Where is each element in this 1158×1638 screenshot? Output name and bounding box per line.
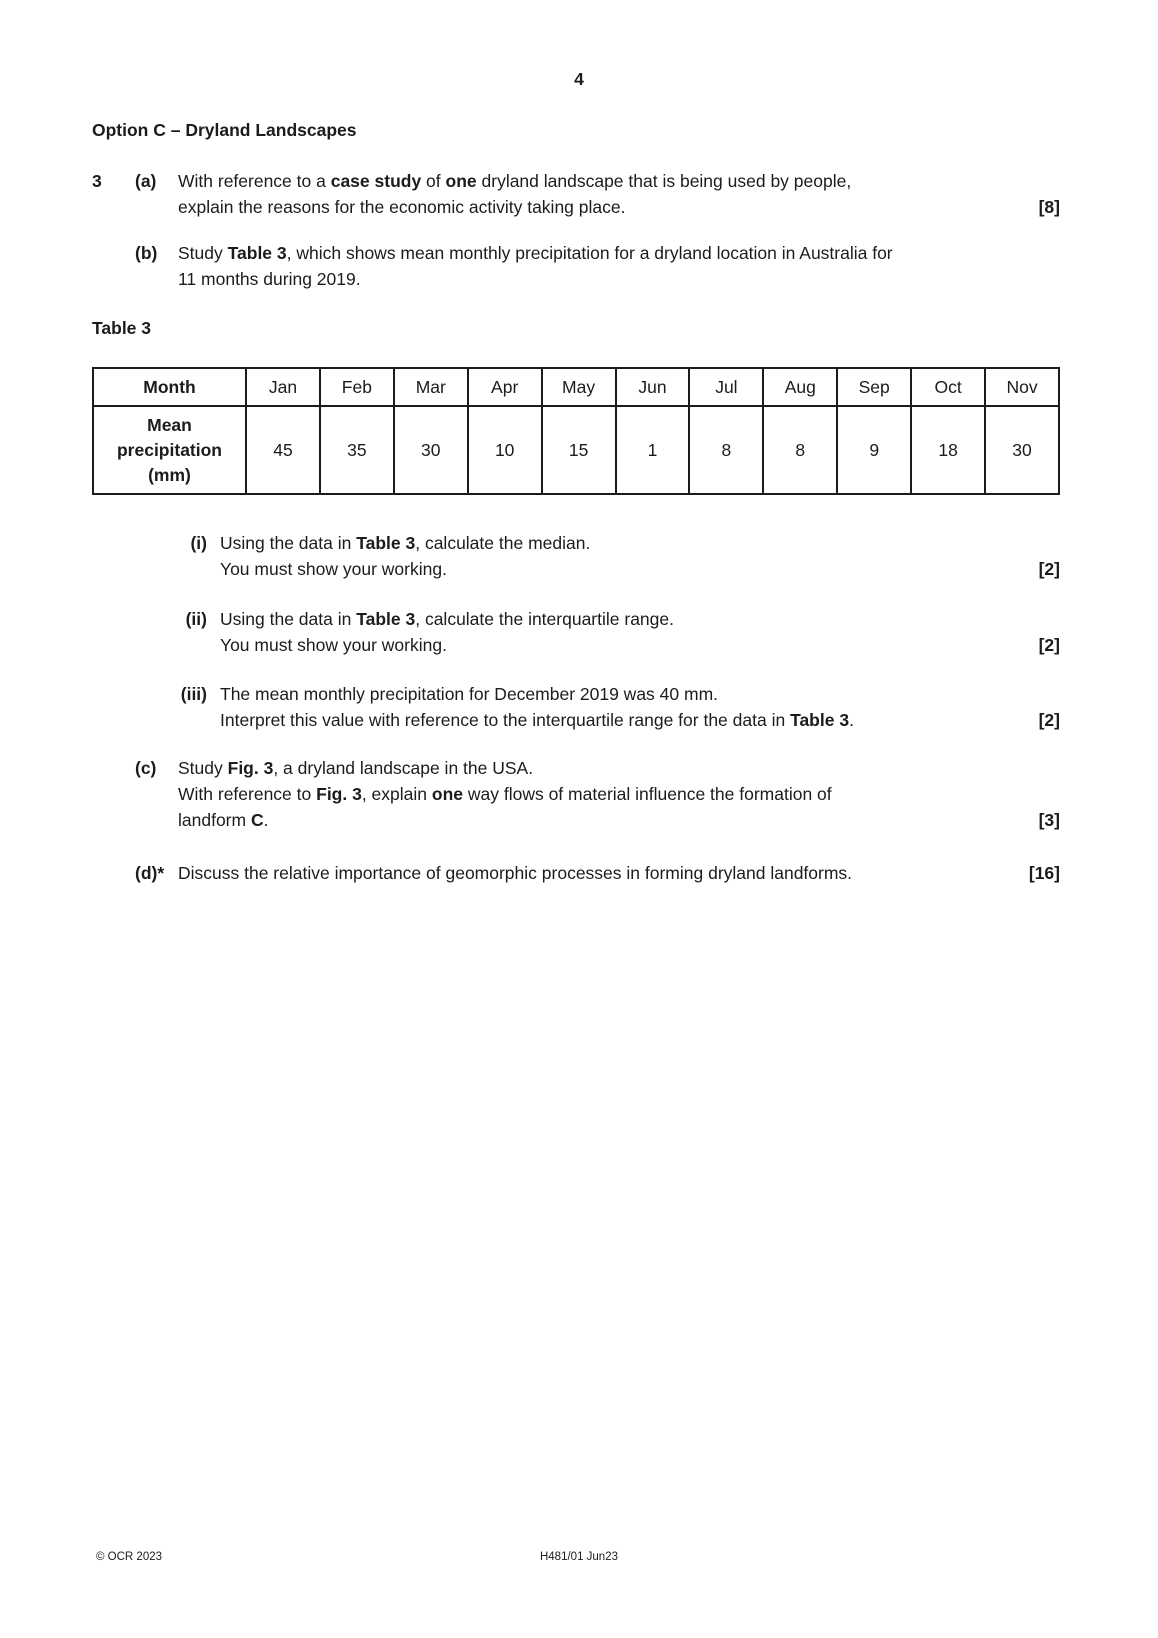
page-content [92,0,1060,1638]
part-c-label: (c) [135,758,157,778]
month-header-cell: Jul [689,368,763,406]
table-data-row [93,406,1059,494]
page-number: 4 [574,69,584,89]
line-text: Study Fig. 3, a dryland landscape in the USA. [178,758,534,778]
month-header-cell: Nov [985,368,1059,406]
line-text: Study Table 3, which shows mean monthly precipitation for a dryland location in Australia for [178,243,893,263]
month-header-cell: Mar [394,368,468,406]
text-line [178,240,1060,266]
line-text: 11 months during 2019. [178,269,361,289]
precipitation-value-cell: 15 [542,406,616,494]
question-subpart-iii [172,681,1060,733]
precipitation-value-cell: 9 [837,406,911,494]
line-text: explain the reasons for the economic activity taking place. [178,197,626,217]
month-header-cell: Aug [763,368,837,406]
line-text: With reference to Fig. 3, explain one way flows of material influence the formation of [178,784,832,804]
precipitation-value-cell: 1 [616,406,690,494]
line-text: Using the data in Table 3, calculate the interquartile range. [220,609,674,629]
table-header-row [93,368,1059,406]
part-a-label: (a) [135,171,157,191]
text-line [178,755,1060,781]
subpart-iii-label: (iii) [180,684,207,704]
precipitation-value-cell: 18 [911,406,985,494]
subpart-ii-label: (ii) [185,609,207,629]
subpart-ii-body [220,606,1060,658]
subpart-i-body [220,530,1060,582]
text-line [178,860,1060,886]
month-header-cell: Jan [246,368,320,406]
line-text: landform C. [178,810,269,830]
month-header-cell: Apr [468,368,542,406]
marks-badge: [3] [1038,810,1060,830]
part-a-body [178,168,1060,220]
precipitation-value-cell: 8 [763,406,837,494]
line-text: Using the data in Table 3, calculate the median. [220,533,591,553]
precipitation-row-header: Mean precipitation (mm) [93,406,246,494]
precipitation-value-cell: 8 [689,406,763,494]
line-text: You must show your working. [220,635,447,655]
part-c-body [178,755,1060,833]
month-header-cell: Oct [911,368,985,406]
precipitation-value-cell: 10 [468,406,542,494]
text-line [178,266,1060,292]
text-line [178,807,1060,833]
marks-badge: [8] [1038,197,1060,217]
month-header-cell: May [542,368,616,406]
month-column-header: Month [93,368,246,406]
marks-badge: [2] [1038,710,1060,730]
part-b-label: (b) [135,243,158,263]
month-header-cell: Jun [616,368,690,406]
question-part-b [92,240,1060,292]
question-part-c [92,755,1060,833]
text-line [220,681,1060,707]
part-d-body [178,860,1060,886]
text-line [178,194,1060,220]
marks-badge: [2] [1038,635,1060,655]
subpart-iii-body [220,681,1060,733]
text-line [220,632,1060,658]
copyright-notice: © OCR 2023 [96,1551,163,1563]
precipitation-value-cell: 35 [320,406,394,494]
part-d-label: (d)* [135,863,165,883]
question-number: 3 [92,171,102,191]
text-line [220,707,1060,733]
text-line [220,556,1060,582]
page-footer [0,1550,1158,1564]
text-line [178,168,1060,194]
part-b-body [178,240,1060,292]
precipitation-table [92,367,1060,495]
precipitation-value-cell: 30 [394,406,468,494]
question-part-a [92,168,1060,220]
subpart-i-label: (i) [190,533,207,553]
paper-reference: H481/01 Jun23 [539,1551,618,1563]
precipitation-value-cell: 30 [985,406,1059,494]
question-subpart-ii [172,606,1060,658]
month-header-cell: Sep [837,368,911,406]
line-text: Discuss the relative importance of geomorphic processes in forming dryland landforms. [178,863,853,883]
marks-badge: [2] [1038,559,1060,579]
text-line [220,530,1060,556]
text-line [178,781,1060,807]
precipitation-value-cell: 45 [246,406,320,494]
question-subpart-i [172,530,1060,582]
line-text: You must show your working. [220,559,447,579]
marks-badge: [16] [1028,863,1060,883]
line-text: The mean monthly precipitation for December 2019 was 40 mm. [220,684,719,704]
section-title: Option C – Dryland Landscapes [92,120,357,140]
table-title: Table 3 [92,318,152,338]
line-text: With reference to a case study of one dryland landscape that is being used by people, [178,171,852,191]
line-text: Interpret this value with reference to the interquartile range for the data in Table 3. [220,710,854,730]
month-header-cell: Feb [320,368,394,406]
text-line [220,606,1060,632]
question-part-d [92,860,1060,886]
